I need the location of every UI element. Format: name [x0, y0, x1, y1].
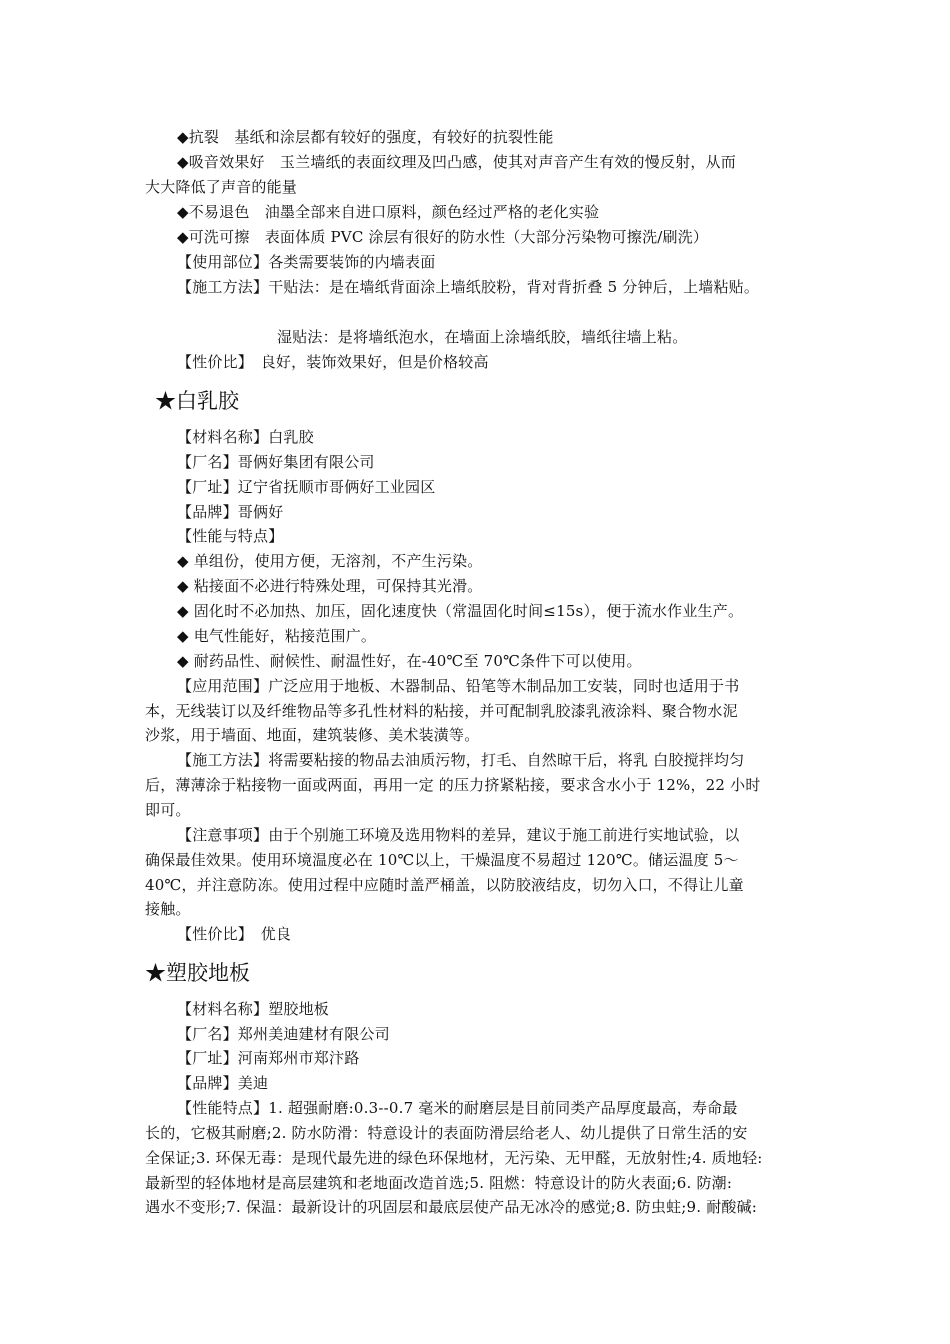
- text-line: 【注意事项】由于个别施工环境及选用物料的差异，建议于施工前进行实地试验，以: [177, 826, 740, 844]
- text-line: 大大降低了声音的能量: [145, 178, 298, 196]
- text-line: 确保最佳效果。使用环境温度必在 10℃以上，干燥温度不易超过 120℃。储运温度 5～: [145, 851, 739, 869]
- text-line: 遇水不变形;7. 保温：最新设计的巩固层和最底层使产品无冰冷的感觉;8. 防虫蛀;9. 耐酸碱:: [145, 1198, 758, 1216]
- section-heading-plastic-floor: ★塑胶地板: [145, 961, 250, 985]
- text-line: 湿贴法：是将墙纸泡水，在墙面上涂墙纸胶，墙纸往墙上粘。: [277, 328, 688, 346]
- text-line: ◆抗裂 基纸和涂层都有较好的强度，有较好的抗裂性能: [177, 128, 554, 146]
- text-line: 后，薄薄涂于粘接物一面或两面，再用一定 的压力挤紧粘接，要求含水小于 12%，22 小时: [145, 776, 761, 794]
- text-line: 沙浆，用于墙面、地面，建筑装修、美术装潢等。: [145, 726, 480, 744]
- text-line: 40℃，并注意防冻。使用过程中应随时盖严桶盖，以防胶液结皮，切勿入口，不得让儿童: [145, 876, 744, 894]
- text-line: 【施工方法】干贴法：是在墙纸背面涂上墙纸胶粉，背对背折叠 5 分钟后，上墙粘贴。: [177, 278, 760, 296]
- text-line: 【应用范围】广泛应用于地板、木器制品、铅笔等木制品加工安装，同时也适用于书: [177, 677, 740, 695]
- text-line: 【厂址】河南郑州市郑汴路: [177, 1049, 360, 1067]
- text-line: 【性价比】 良好，装饰效果好，但是价格较高: [177, 353, 489, 371]
- list-item: ◆ 电气性能好，粘接范围广。: [177, 627, 377, 645]
- text-line: ◆不易退色 油墨全部来自进口原料，颜色经过严格的老化实验: [177, 203, 600, 221]
- text-line: ◆可洗可擦 表面体质 PVC 涂层有很好的防水性（大部分污染物可擦洗/刷洗）: [177, 228, 709, 246]
- section-heading-white-glue: ★白乳胶: [155, 389, 239, 413]
- text-line: 即可。: [145, 801, 191, 819]
- list-item: ◆ 单组份，使用方便，无溶剂，不产生污染。: [177, 552, 483, 570]
- text-line: 【性能与特点】: [177, 527, 284, 545]
- text-line: 【厂名】郑州美迪建材有限公司: [177, 1025, 390, 1043]
- text-line: 【厂址】辽宁省抚顺市哥俩好工业园区: [177, 478, 436, 496]
- list-item: ◆ 固化时不必加热、加压，固化速度快（常温固化时间≤15s），便于流水作业生产。: [177, 602, 744, 620]
- text-line: 【厂名】哥俩好集团有限公司: [177, 453, 375, 471]
- text-line: 长的，它极其耐磨;2. 防水防滑：特意设计的表面防滑层给老人、幼儿提供了日常生活的安: [145, 1124, 748, 1142]
- list-item: ◆ 粘接面不必进行特殊处理，可保持其光滑。: [177, 577, 483, 595]
- text-line: 【材料名称】白乳胶: [177, 428, 314, 446]
- text-line: 【性能特点】1. 超强耐磨:0.3--0.7 毫米的耐磨层是目前同类产品厚度最高，寿命最: [177, 1099, 738, 1117]
- text-line: 【材料名称】塑胶地板: [177, 1000, 330, 1018]
- text-line: 【品牌】美迪: [177, 1074, 269, 1092]
- text-line: 本，无线装订以及纤维物品等多孔性材料的粘接，并可配制乳胶漆乳液涂料、聚合物水泥: [145, 702, 738, 720]
- text-line: 最新型的轻体地材是高层建筑和老地面改造首选;5. 阻燃：特意设计的防火表面;6. 防潮:: [145, 1174, 733, 1192]
- text-line: ◆吸音效果好 玉兰墙纸的表面纹理及凹凸感，使其对声音产生有效的慢反射，从而: [177, 153, 736, 171]
- text-line: 【施工方法】将需要粘接的物品去油质污物，打毛、自然晾干后，将乳 白胶搅拌均匀: [177, 751, 745, 769]
- list-item: ◆ 耐药品性、耐候性、耐温性好，在-40℃至 70℃条件下可以使用。: [177, 652, 642, 670]
- text-line: 【性价比】 优良: [177, 925, 292, 943]
- text-line: 接触。: [145, 900, 191, 918]
- text-line: 全保证;3. 环保无毒：是现代最先进的绿色环保地材，无污染、无甲醛，无放射性;4. 质地轻:: [145, 1149, 763, 1167]
- text-line: 【使用部位】各类需要装饰的内墙表面: [177, 253, 436, 271]
- text-line: 【品牌】哥俩好: [177, 503, 284, 521]
